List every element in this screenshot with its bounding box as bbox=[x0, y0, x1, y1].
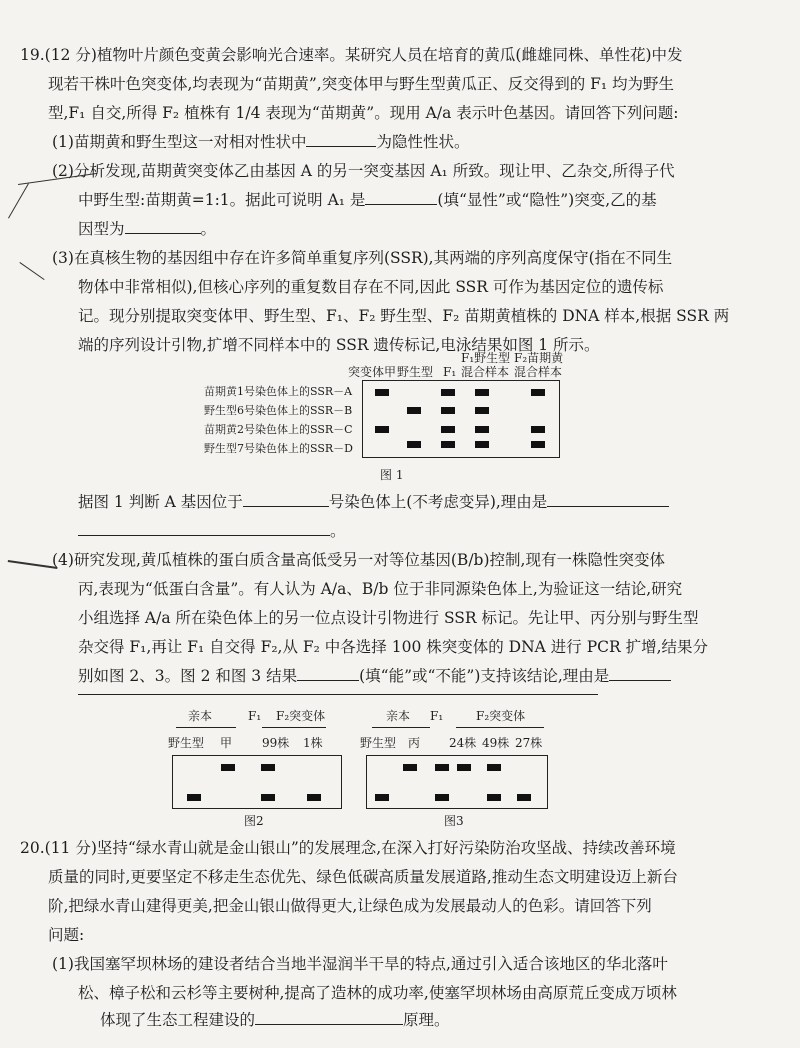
q19-part2-l1: (2)分析发现,苗期黄突变体乙由基因 A 的另一突变基因 A₁ 所致。现让甲、乙杂交,所得子代 bbox=[52, 162, 675, 180]
fig2-col-99: 99株 bbox=[262, 736, 290, 750]
q19-part4-l1: (4)研究发现,黄瓜植株的蛋白质含量高低受另一对等位基因(B/b)控制,现有一株隐性突变体 bbox=[52, 551, 665, 569]
fig3-band bbox=[403, 764, 417, 771]
answer-blank[interactable] bbox=[125, 219, 201, 234]
q19-line2: 现若干株叶色突变体,均表现为“苗期黄”,突变体甲与野生型黄瓜正、反交得到的 F₁ 均为野生 bbox=[48, 75, 675, 93]
fig2-bracket-parent bbox=[176, 727, 236, 728]
fig1-header-f1: F₁ bbox=[443, 365, 457, 379]
answer-blank[interactable] bbox=[243, 492, 329, 507]
q19-part3-question: 据图 1 判断 A 基因位于 号染色体上(不考虑变异),理由是 bbox=[78, 492, 669, 512]
fig3-band bbox=[435, 764, 449, 771]
q19-part3-l3: 记。现分别提取突变体甲、野生型、F₁、F₂ 野生型、F₂ 苗期黄植株的 DNA 样本,根据 SSR 两 bbox=[78, 307, 730, 325]
answer-blank[interactable] bbox=[609, 666, 671, 681]
q19-part4-l4: 杂交得 F₁,再让 F₁ 自交得 F₂,从 F₂ 中各选择 100 株突变体的 DNA 进行 PCR 扩增,结果分 bbox=[78, 638, 709, 656]
fig1-band bbox=[475, 441, 489, 448]
q20-line4: 问题: bbox=[48, 926, 85, 944]
fig1-header-mutant: 突变体甲 bbox=[348, 365, 397, 379]
q19-part1: (1)苗期黄和野生型这一对相对性状中 为隐性性状。 bbox=[52, 133, 470, 151]
fig2-col-jia: 甲 bbox=[220, 736, 233, 750]
fig1-band bbox=[531, 389, 545, 396]
fig3-col-24: 24株 bbox=[449, 736, 477, 750]
q19-part3-question-cont: 。 bbox=[78, 521, 346, 541]
q19-part3-l1: (3)在真核生物的基因组中存在许多简单重复序列(SSR),其两端的序列高度保守(指在不同生 bbox=[52, 249, 673, 267]
fig1-band bbox=[475, 389, 489, 396]
fig1-band bbox=[375, 389, 389, 396]
pen-mark bbox=[8, 183, 29, 218]
fig3-band bbox=[457, 764, 471, 771]
q19-part2-l3: 因型为 。 bbox=[78, 220, 217, 238]
fig2-label-parent: 亲本 bbox=[188, 709, 213, 723]
fig2-band bbox=[261, 764, 275, 771]
fig3-bracket-parent bbox=[372, 727, 430, 728]
fig1-band bbox=[531, 426, 545, 433]
fig1-header-f2yellow-mix: 混合样本 bbox=[514, 365, 563, 379]
q19-line3: 型,F₁ 自交,所得 F₂ 植株有 1/4 表现为“苗期黄”。现用 A/a 表示叶色基因。请回答下列问题: bbox=[48, 104, 679, 122]
fig2-col-wild: 野生型 bbox=[168, 736, 205, 750]
answer-line[interactable] bbox=[78, 694, 598, 695]
fig2-caption: 图2 bbox=[244, 814, 264, 828]
q20-line2: 质量的同时,更要坚定不移走生态优先、绿色低碳高质量发展道路,推动生态文明建设迈上新台 bbox=[48, 868, 678, 886]
fig3-gel bbox=[366, 755, 548, 809]
fig1-band bbox=[441, 407, 455, 414]
answer-blank[interactable] bbox=[255, 1010, 403, 1025]
q19-part4-l2: 丙,表现为“低蛋白含量”。有人认为 A/a、B/b 位于非同源染色体上,为验证这一结论,研究 bbox=[78, 580, 683, 598]
fig3-band bbox=[487, 764, 501, 771]
fig1-header-wild: 野生型 bbox=[397, 365, 434, 379]
answer-blank[interactable] bbox=[78, 521, 330, 536]
fig2-gel bbox=[172, 755, 342, 809]
fig2-col-1: 1株 bbox=[303, 736, 323, 750]
fig3-band bbox=[487, 794, 501, 801]
fig3-label-parent: 亲本 bbox=[386, 709, 411, 723]
fig3-col-wild: 野生型 bbox=[360, 736, 397, 750]
fig1-gel bbox=[362, 380, 560, 458]
fig2-band bbox=[187, 794, 201, 801]
fig3-col-49: 49株 bbox=[482, 736, 510, 750]
fig1-header-f2wild-mix: 混合样本 bbox=[461, 365, 510, 379]
fig1-band bbox=[441, 441, 455, 448]
fig1-band bbox=[407, 407, 421, 414]
fig1-row-a: 苗期黄1号染色体上的SSR－A bbox=[204, 385, 353, 398]
answer-blank[interactable] bbox=[306, 132, 376, 147]
answer-blank[interactable] bbox=[365, 190, 437, 205]
q19-part2-l2: 中野生型:苗期黄=1:1。据此可说明 A₁ 是 (填“显性”或“隐性”)突变,乙的基 bbox=[78, 191, 657, 209]
pen-mark bbox=[8, 560, 58, 569]
q19-part3-l2: 物体中非常相似),但核心序列的重复数目存在不同,因此 SSR 可作为基因定位的遗传标 bbox=[78, 278, 664, 296]
q19-part3-l4: 端的序列设计引物,扩增不同样本中的 SSR 遗传标记,电泳结果如图 1 所示。 bbox=[78, 336, 600, 354]
fig3-bracket-f2 bbox=[456, 727, 544, 728]
q19-line1: 19.(12 分)植物叶片颜色变黄会影响光合速率。某研究人员在培育的黄瓜(雌雄同株、单性花)中发 bbox=[20, 46, 683, 64]
fig2-band bbox=[261, 794, 275, 801]
q19-part4-l5: 别如图 2、3。图 2 和图 3 结果 (填“能”或“不能”)支持该结论,理由是 bbox=[78, 666, 671, 686]
fig3-col-bing: 丙 bbox=[408, 736, 421, 750]
q20-line3: 阶,把绿水青山建得更美,把金山银山做得更大,让绿色成为发展最动人的色彩。请回答下列 bbox=[48, 897, 652, 915]
q20-part1-l3: 体现了生态工程建设的 原理。 bbox=[100, 1011, 450, 1029]
fig3-label-f2: F₂突变体 bbox=[476, 709, 526, 723]
q19-part4-l3: 小组选择 A/a 所在染色体上的另一位点设计引物进行 SSR 标记。先让甲、丙分别与野生型 bbox=[78, 609, 699, 627]
fig3-band bbox=[375, 794, 389, 801]
fig1-caption: 图 1 bbox=[380, 468, 404, 482]
fig1-band bbox=[375, 426, 389, 433]
fig1-row-b: 野生型6号染色体上的SSR－B bbox=[204, 404, 353, 417]
fig1-band bbox=[475, 426, 489, 433]
answer-blank[interactable] bbox=[297, 666, 359, 681]
fig1-row-c: 苗期黄2号染色体上的SSR－C bbox=[204, 423, 353, 436]
fig1-band bbox=[441, 389, 455, 396]
fig3-band bbox=[435, 794, 449, 801]
pen-mark bbox=[19, 262, 44, 280]
fig2-bracket-f2 bbox=[262, 727, 326, 728]
q20-part1-l2: 松、樟子松和云杉等主要树种,提高了造林的成功率,使塞罕坝林场由高原荒丘变成万顷林 bbox=[78, 984, 677, 1002]
fig2-label-f2: F₂突变体 bbox=[276, 709, 326, 723]
q20-line1: 20.(11 分)坚持“绿水青山就是金山银山”的发展理念,在深入打好污染防治攻坚战、持续改善环境 bbox=[20, 839, 676, 857]
fig3-label-f1: F₁ bbox=[430, 709, 444, 723]
fig1-band bbox=[441, 426, 455, 433]
q20-part1-l1: (1)我国塞罕坝林场的建设者结合当地半湿润半干旱的特点,通过引入适合该地区的华北落叶 bbox=[52, 955, 668, 973]
fig1-band bbox=[475, 407, 489, 414]
fig3-band bbox=[517, 794, 531, 801]
answer-blank[interactable] bbox=[547, 492, 669, 507]
fig3-col-27: 27株 bbox=[515, 736, 543, 750]
fig1-header-f2yellow: F₂苗期黄 bbox=[514, 351, 564, 365]
fig1-band bbox=[531, 441, 545, 448]
fig2-label-f1: F₁ bbox=[248, 709, 262, 723]
fig1-row-d: 野生型7号染色体上的SSR－D bbox=[204, 442, 353, 455]
fig1-header-f2wild: F₁野生型 bbox=[461, 351, 511, 365]
fig2-band bbox=[221, 764, 235, 771]
fig3-caption: 图3 bbox=[444, 814, 464, 828]
fig1-band bbox=[407, 441, 421, 448]
fig2-band bbox=[307, 794, 321, 801]
